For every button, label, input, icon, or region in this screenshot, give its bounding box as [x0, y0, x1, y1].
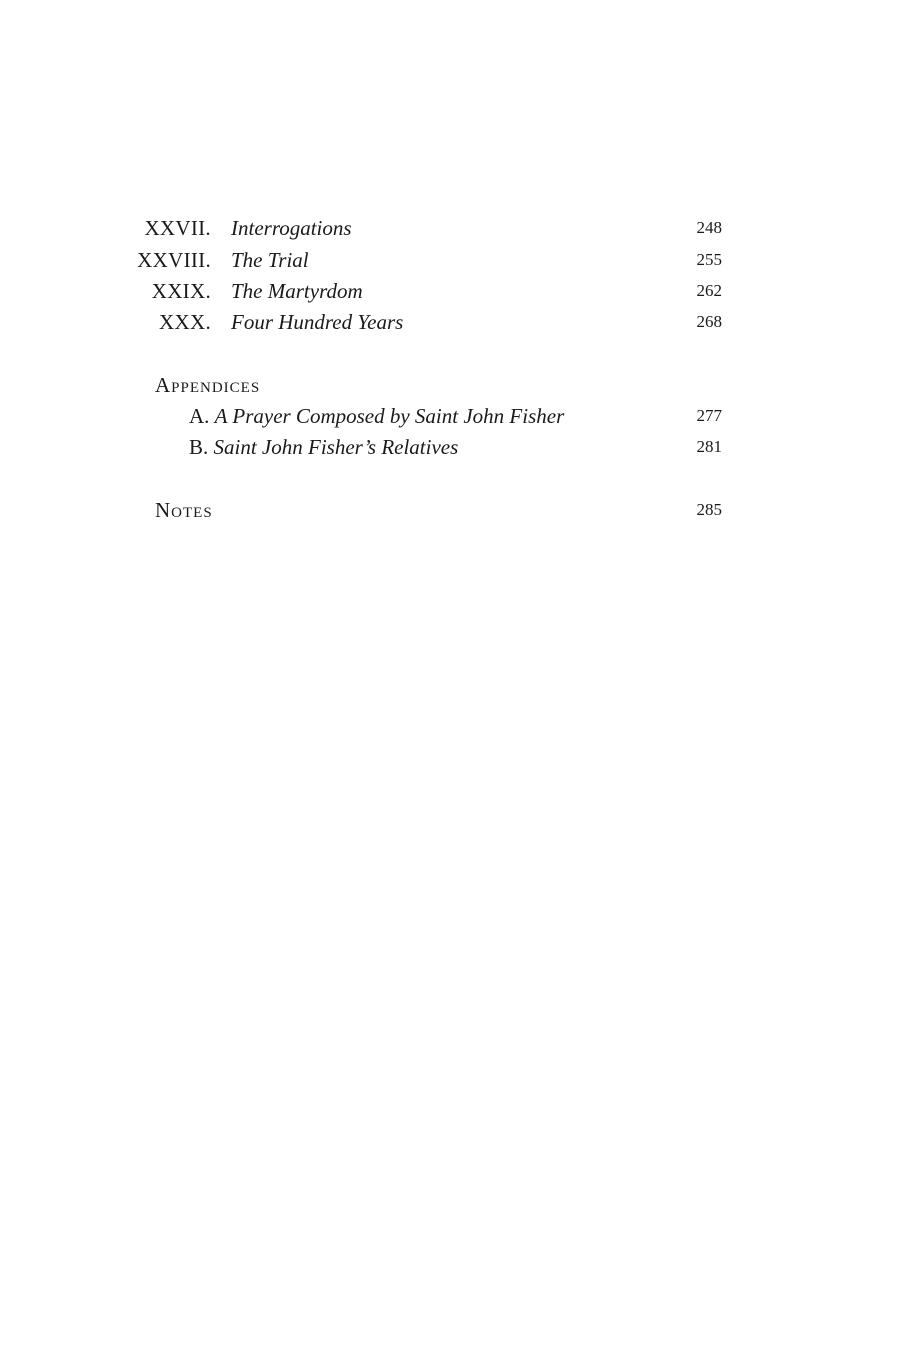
appendix-letter: A. [189, 404, 210, 428]
toc-entry-notes [0, 495, 900, 525]
toc-entry-chapter-28 [0, 245, 900, 275]
chapter-number: XXX. [159, 310, 211, 334]
appendices-heading-row [0, 370, 900, 400]
toc-entry-chapter-27 [0, 213, 900, 243]
chapter-number: XXVII. [144, 216, 211, 240]
page-number: 248 [696, 218, 722, 237]
toc-entry-appendix-a [0, 401, 900, 431]
appendix-entry [189, 401, 564, 431]
appendix-title: Saint John Fisher’s Relatives [213, 435, 459, 459]
appendix-entry [189, 432, 458, 462]
page-number: 268 [696, 312, 722, 331]
chapter-title: The Trial [231, 248, 309, 272]
page-number: 277 [696, 406, 722, 425]
toc-entry-chapter-29 [0, 276, 900, 306]
chapter-number: XXVIII. [137, 248, 211, 272]
notes-heading: Notes [155, 498, 213, 522]
appendix-letter: B. [189, 435, 209, 459]
page-number: 281 [696, 437, 722, 456]
toc-entry-appendix-b [0, 432, 900, 462]
page-number: 262 [696, 281, 722, 300]
chapter-number: XXIX. [151, 279, 211, 303]
chapter-title: Interrogations [231, 216, 352, 240]
toc-entry-chapter-30 [0, 307, 900, 337]
appendices-heading: Appendices [155, 373, 261, 397]
chapter-title: The Martyrdom [231, 279, 363, 303]
page-number: 285 [696, 500, 722, 519]
appendix-title: A Prayer Composed by Saint John Fisher [214, 404, 565, 428]
chapter-title: Four Hundred Years [231, 310, 404, 334]
page-number: 255 [696, 250, 722, 269]
